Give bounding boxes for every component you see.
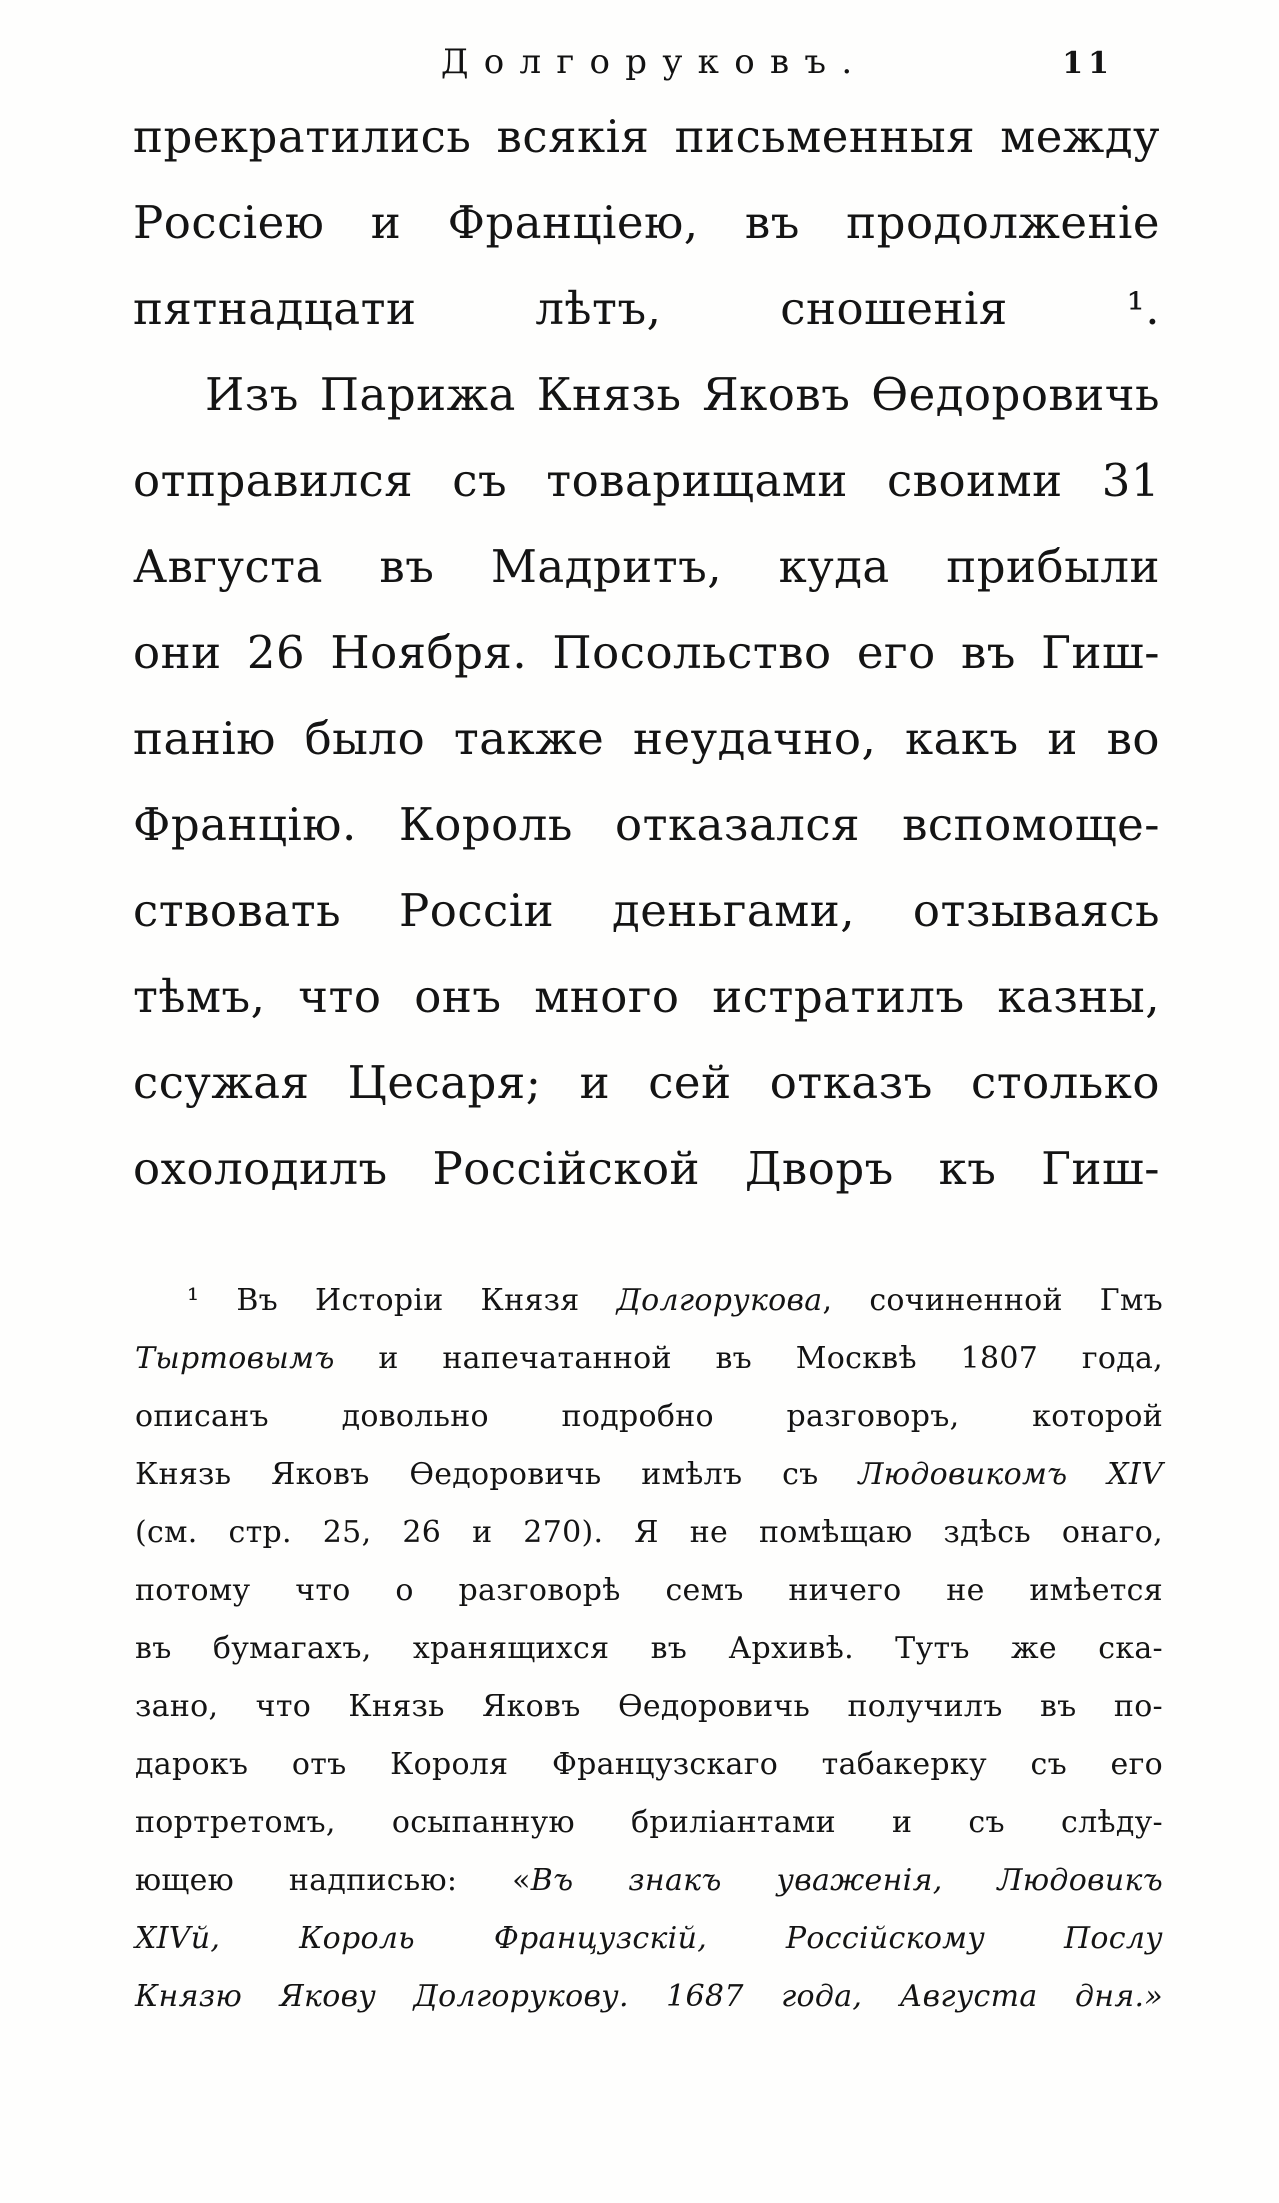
footnote-line-6 xyxy=(135,1562,1163,1620)
page-header xyxy=(133,42,1160,102)
text-segment: , сочиненной Гмъ xyxy=(822,1283,1163,1318)
text-segment: Князь Яковъ Ѳедоровичь имѣлъ съ xyxy=(135,1457,859,1492)
body-line-2: Россіею и Франціею, въ продолженіе xyxy=(133,196,1160,249)
text-segment: потому что о разговорѣ семъ ничего не имѣется xyxy=(135,1573,1163,1608)
footnote-line-1 xyxy=(135,1272,1163,1330)
body-line-8: панію было также неудачно, какъ и во xyxy=(133,712,1160,765)
body-line-6: Августа въ Мадритъ, куда прибыли xyxy=(133,540,1160,593)
text-segment: портретомъ, осыпанную бриліантами и съ слѣду- xyxy=(135,1805,1163,1840)
footnote-line-2 xyxy=(135,1330,1163,1388)
body-line-7: они 26 Ноября. Посольство его въ Гиш- xyxy=(133,626,1160,679)
footnote-line-11 xyxy=(135,1852,1163,1910)
italic-text-segment: Въ знакъ уваженія, Людовикъ xyxy=(530,1863,1163,1898)
text-segment: зано, что Князь Яковъ Ѳедоровичь получилъ въ по- xyxy=(135,1689,1163,1724)
body-line-4: Изъ Парижа Князь Яковъ Ѳедоровичь xyxy=(205,368,1160,421)
italic-text-segment: Тыртовымъ xyxy=(135,1341,335,1376)
italic-text-segment: Князю Якову Долгорукову. 1687 года, Августа дня.» xyxy=(135,1979,1163,2014)
body-line-13: охолодилъ Россійской Дворъ къ Гиш- xyxy=(133,1142,1160,1195)
footnote-line-9 xyxy=(135,1736,1163,1794)
running-title: Долгоруковъ. xyxy=(440,42,868,82)
body-line-3: пятнадцати лѣтъ, сношенія ¹. xyxy=(133,282,1160,335)
footnote-line-10 xyxy=(135,1794,1163,1852)
text-segment: описанъ довольно подробно разговоръ, которой xyxy=(135,1399,1163,1434)
text-segment: (см. стр. 25, 26 и 270). Я не помѣщаю здѣсь онаго, xyxy=(135,1515,1163,1550)
footnote-block xyxy=(135,1272,1163,2026)
text-segment: ющею надписью: « xyxy=(135,1863,531,1898)
text-segment: дарокъ отъ Короля Французскаго табакерку съ его xyxy=(135,1747,1163,1782)
main-text-block xyxy=(133,94,1160,1212)
page-number: 11 xyxy=(1062,46,1114,81)
footnote-line-12 xyxy=(135,1910,1163,1968)
text-segment: въ бумагахъ, хранящихся въ Архивѣ. Тутъ же ска- xyxy=(135,1631,1163,1666)
footnote-line-13 xyxy=(135,1968,1163,2026)
text-segment: ¹ Въ Исторіи Князя xyxy=(187,1283,617,1318)
body-line-5: отправился съ товарищами своими 31 xyxy=(133,454,1160,507)
footnote-line-3 xyxy=(135,1388,1163,1446)
footnote-line-7 xyxy=(135,1620,1163,1678)
body-line-11: тѣмъ, что онъ много истратилъ казны, xyxy=(133,970,1160,1023)
text-segment: и напечатанной въ Москвѣ 1807 года, xyxy=(334,1341,1163,1376)
footnote-line-8 xyxy=(135,1678,1163,1736)
body-line-10: ствовать Россіи деньгами, отзываясь xyxy=(133,884,1160,937)
italic-text-segment: Долгорукова xyxy=(616,1283,823,1318)
body-line-12: ссужая Цесаря; и сей отказъ столько xyxy=(133,1056,1160,1109)
footnote-line-5 xyxy=(135,1504,1163,1562)
italic-text-segment: XIVй, Король Французскій, Россійскому Послу xyxy=(135,1921,1163,1956)
footnote-line-4 xyxy=(135,1446,1163,1504)
body-line-1: прекратились всякія письменныя между xyxy=(133,110,1160,163)
italic-text-segment: Людовикомъ XIV xyxy=(858,1457,1163,1492)
body-line-9: Францію. Король отказался вспомоще- xyxy=(133,798,1160,851)
